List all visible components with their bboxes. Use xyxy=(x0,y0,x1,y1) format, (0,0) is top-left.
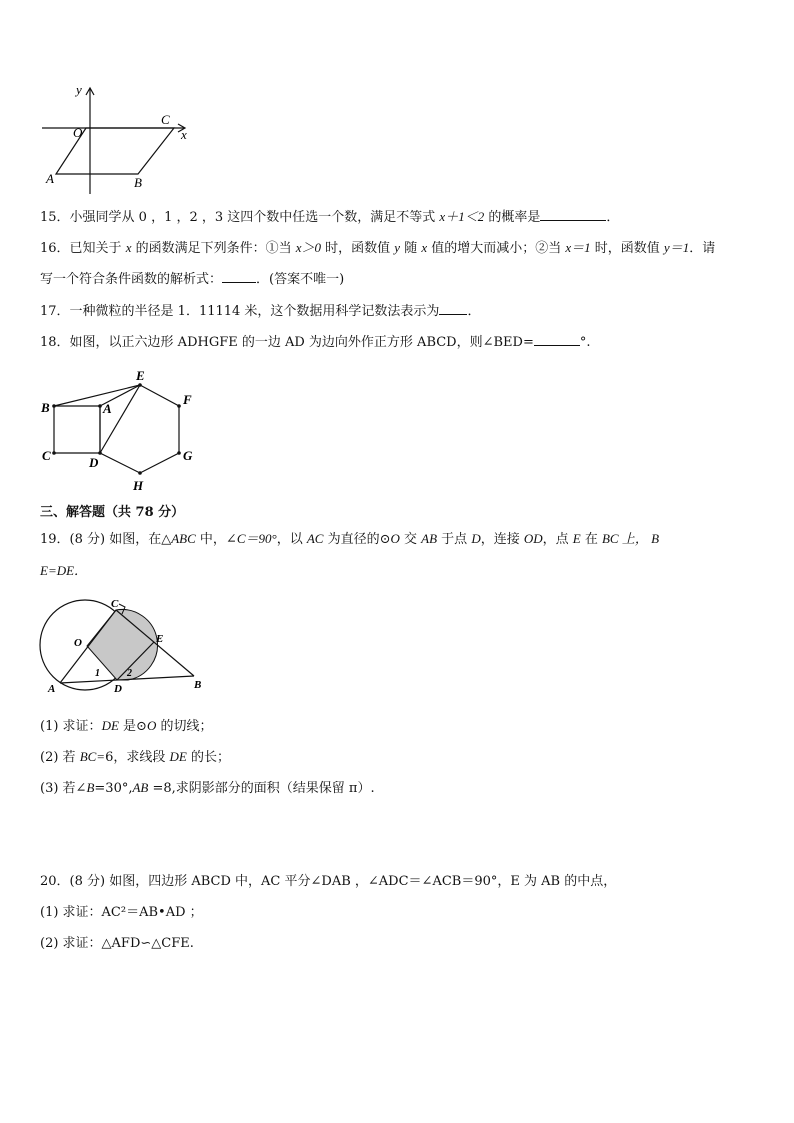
question-20-line-1: 20．(8 分) 如图，四边形 ABCD 中，AC 平分∠DAB ，∠ADC＝∠ACB＝90°，E 为 AB 的中点， xyxy=(40,874,617,889)
label-c: C xyxy=(42,448,51,463)
label-h: H xyxy=(133,478,144,493)
question-17: 17．一种微粒的半径是 1．11114 米，这个数据用科学记数法表示为 ． xyxy=(40,304,481,319)
label-f: F xyxy=(183,392,192,407)
question-19-sub-3: (3) 若∠B=30°,AB =8,求阴影部分的面积（结果保留 π）. xyxy=(40,780,375,796)
question-16-line-2: 写一个符合条件函数的解析式： ．(答案不唯一) xyxy=(40,272,345,287)
label-x: x xyxy=(181,127,187,142)
square-abcd xyxy=(54,406,100,453)
label-d: D xyxy=(89,455,99,470)
answer-blank-18[interactable] xyxy=(534,333,580,346)
answer-blank-15[interactable] xyxy=(540,208,606,221)
answer-blank-16[interactable] xyxy=(222,270,256,283)
question-16-line-1: 16．已知关于 x 的函数满足下列条件：①当 x＞0 时，函数值 y 随 x 值的增大而减小；②当 x＝1 时，函数值 y＝1．请 xyxy=(40,240,716,256)
inequality: x＋1＜2 xyxy=(439,209,485,224)
label-a: A xyxy=(48,683,56,695)
label-o: O xyxy=(74,637,82,649)
question-19-line-2: E=DE． xyxy=(40,563,88,578)
question-15: 15．小强同学从 0 ，1 ，2 ，3 这四个数中任选一个数，满足不等式 x＋1＜2 的概率是 ． xyxy=(40,209,620,225)
label-g: G xyxy=(183,448,193,463)
segment-be xyxy=(54,385,140,406)
label-2: 2 xyxy=(127,668,132,679)
label-b: B xyxy=(134,175,142,190)
label-e: E xyxy=(136,368,145,383)
label-c: C xyxy=(161,112,170,127)
label-b: B xyxy=(41,400,50,415)
hexagon-adhgfe xyxy=(100,385,179,473)
section-heading-answers: 三、解答题（共 78 分） xyxy=(40,505,185,520)
label-b: B xyxy=(194,679,202,691)
question-19-sub-2: (2) 若 BC=6，求线段 DE 的长； xyxy=(40,749,230,765)
label-o: O xyxy=(73,125,83,140)
label-1: 1 xyxy=(95,668,100,679)
answer-blank-17[interactable] xyxy=(439,302,467,315)
label-d: D xyxy=(114,683,122,695)
label-y: y xyxy=(76,82,82,97)
question-20-sub-1: (1) 求证：AC²＝AB•AD ； xyxy=(40,905,203,920)
label-c: C xyxy=(111,598,119,610)
question-19-sub-1: (1) 求证：DE 是⊙O 的切线； xyxy=(40,718,213,734)
question-19-line-1: 19．(8 分) 如图，在△ABC 中，∠C＝90°，以 AC 为直径的⊙O 交 AB 于点 D，连接 OD，点 E 在 BC 上， B xyxy=(40,531,660,547)
question-20-sub-2: (2) 求证：△AFD∽△CFE. xyxy=(40,936,194,951)
label-a: A xyxy=(103,401,112,416)
label-e: E xyxy=(156,633,164,645)
label-a: A xyxy=(46,171,54,186)
question-18: 18．如图，以正六边形 ADHGFE 的一边 AD 为边向外作正方形 ABCD，则∠BED= °. xyxy=(40,335,591,350)
circle-tangent-figure xyxy=(36,594,216,698)
hexagon-square-figure xyxy=(36,366,208,496)
coordinate-parallelogram-figure xyxy=(38,82,198,198)
